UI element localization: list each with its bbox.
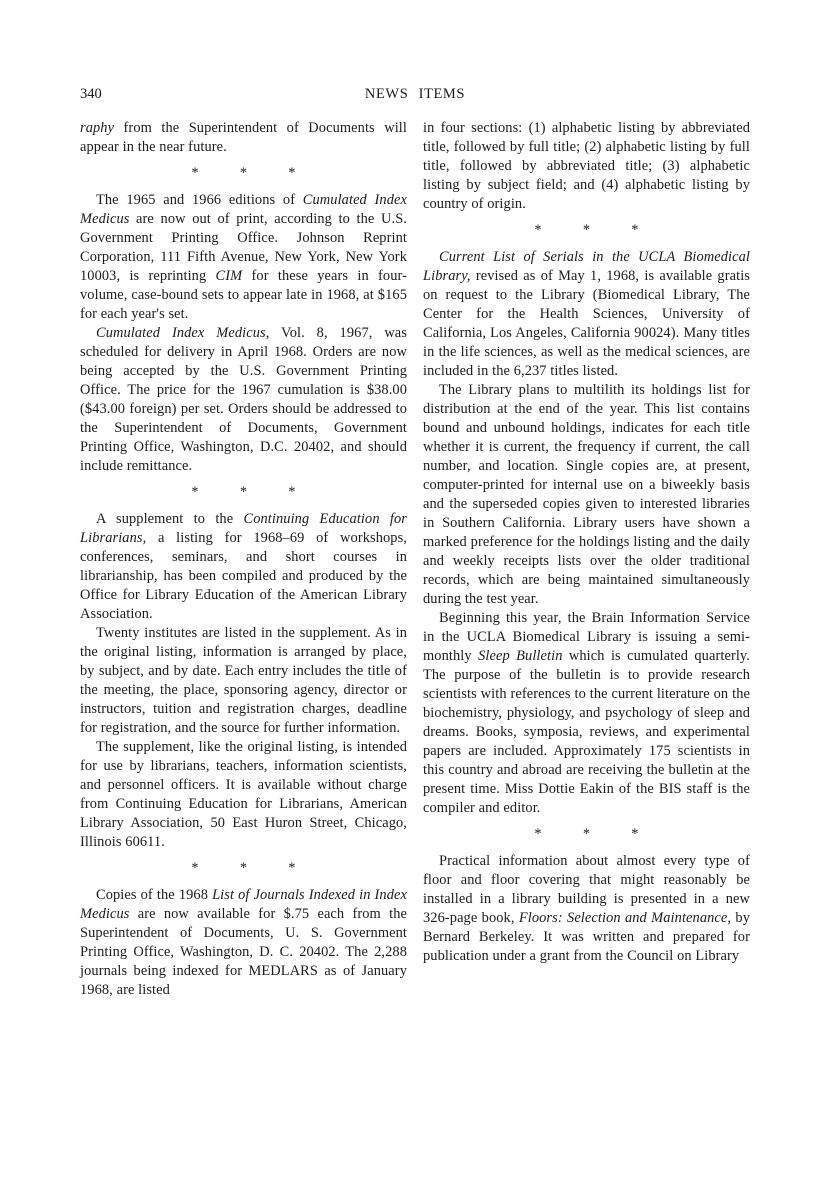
paragraph bbox=[80, 624, 407, 738]
paragraph bbox=[423, 852, 750, 966]
paragraph bbox=[423, 119, 750, 214]
paragraph bbox=[80, 886, 407, 1000]
text-run: A supplement to the bbox=[96, 511, 244, 527]
text-run: The 1965 and 1966 editions of bbox=[96, 192, 303, 208]
paragraph bbox=[423, 248, 750, 381]
italic-text-run: List of Journals Indexed in Index Medicus bbox=[80, 887, 407, 922]
italic-text-run: Floors: Selection and Maintenance, bbox=[518, 910, 732, 926]
text-run: Practical information about almost every type of floor and floor covering that might reasonably be installed in a library building is presented in a new 326-page book, bbox=[423, 853, 750, 926]
paragraph bbox=[80, 738, 407, 852]
italic-text-run: Cumulated Index Medicus, bbox=[96, 325, 270, 341]
section-separator: * * * bbox=[191, 860, 296, 876]
text-run: Beginning this year, the Brain Information Service in the UCLA Biomedical Library is issuing a semi-monthly bbox=[423, 610, 750, 664]
paragraph bbox=[80, 510, 407, 624]
paragraph bbox=[80, 119, 407, 157]
italic-text-run: CIM bbox=[215, 268, 243, 284]
text-run: a listing for 1968–69 of workshops, conferences, seminars, and short courses in librarianship, has been compiled and produced by the Office for Library Education of the American Library Association. bbox=[80, 530, 407, 622]
text-run: The supplement, like the original listing, is intended for use by librarians, teachers, information scientists, and personnel officers. It is available without charge from Continuing Education for Librarians, American Library Association, 50 East Huron Street, Chicago, Illinois 60611. bbox=[80, 739, 407, 850]
text-run: by Bernard Berkeley. It was written and prepared for publication under a grant from the Council on Library bbox=[423, 910, 750, 964]
text-run: Twenty institutes are listed in the supplement. As in the original listing, information is arranged by place, by subject, and by date. Each entry includes the title of the meeting, the place, sponsoring agency, director or instructors, tuition and registration charges, deadline for registration, and the source for further information. bbox=[80, 625, 407, 736]
text-run: are now out of print, according to the U.S. Government Printing Office. Johnson Reprint Corporation, 111 Fifth Avenue, New York, New York 10003, is reprinting bbox=[80, 211, 407, 284]
running-title: NEWS ITEMS bbox=[364, 86, 466, 102]
section-separator: * * * bbox=[191, 165, 296, 181]
left-column bbox=[80, 119, 407, 1000]
text-run: revised as of May 1, 1968, is available gratis on request to the Library (Biomedical Library, The Center for the Health Sciences, University of California, Los Angeles, California 90024). Many titles in the life sciences, as well as the medical sciences, are included in the 6,237 titles listed. bbox=[423, 268, 750, 379]
text-run: which is cumulated quarterly. The purpose of the bulletin is to provide research scientists with references to the current literature on the biochemistry, physiology, and psychology of sleep and dreams. Books, symposia, reviews, and experimental papers are included. Approximately 175 scientists in this country and abroad are receiving the bulletin at the present time. Miss Dottie Eakin of the BIS staff is the compiler and editor. bbox=[423, 648, 750, 816]
page-number: 340 bbox=[80, 86, 102, 102]
italic-text-run: raphy bbox=[80, 120, 115, 136]
section-separator: * * * bbox=[191, 484, 296, 500]
paragraph bbox=[80, 191, 407, 324]
text-run: from the Superintendent of Documents will appear in the near future. bbox=[80, 120, 407, 155]
section-separator: * * * bbox=[534, 222, 639, 238]
page-body bbox=[80, 119, 750, 1000]
paragraph bbox=[423, 381, 750, 609]
text-run: in four sections: (1) alphabetic listing by abbreviated title, followed by full title; (2) alphabetic listing by full title, followed by abbreviated title; (3) alphabetic listing by subject field; and (4) alphabetic listing by country of origin. bbox=[423, 120, 750, 212]
italic-text-run: Continuing Education for Librarians, bbox=[80, 511, 407, 546]
paragraph bbox=[423, 609, 750, 818]
italic-text-run: Sleep Bulletin bbox=[478, 648, 563, 664]
page-header bbox=[80, 86, 750, 106]
text-run: Vol. 8, 1967, was scheduled for delivery in April 1968. Orders are now being accepted by the U.S. Government Printing Office. The price for the 1967 cumulation is $38.00 ($43.00 foreign) per set. Orders should be addressed to the Superintendent of Documents, Government Printing Office, Washington, D.C. 20402, and should include remittance. bbox=[80, 325, 407, 474]
text-run: for these years in four-volume, case-bound sets to appear late in 1968, at $165 for each year's set. bbox=[80, 268, 407, 322]
section-separator: * * * bbox=[534, 826, 639, 842]
italic-text-run: Cumulated Index Medicus bbox=[80, 192, 407, 227]
text-run: are now available for $.75 each from the Superintendent of Documents, U. S. Government Printing Office, Washington, D. C. 20402. The 2,288 journals being indexed for MEDLARS as of January 1968, are listed bbox=[80, 906, 407, 998]
right-column bbox=[423, 119, 750, 1000]
paragraph bbox=[80, 324, 407, 476]
text-run: Copies of the 1968 bbox=[96, 887, 213, 903]
text-run: The Library plans to multilith its holdings list for distribution at the end of the year. This list contains bound and unbound holdings, indicates for each title whether it is current, the frequency if current, the call number, and location. Single copies are, at present, computer-printed for internal use on a biweekly basis and the superseded copies given to interested libraries in Southern California. Library users have shown a marked preference for the holdings listing and the daily and weekly receipts lists over the older traditional records, which are being maintained simultaneously during the test year. bbox=[423, 382, 750, 607]
italic-text-run: Current List of Serials in the UCLA Biomedical Library, bbox=[423, 249, 750, 284]
